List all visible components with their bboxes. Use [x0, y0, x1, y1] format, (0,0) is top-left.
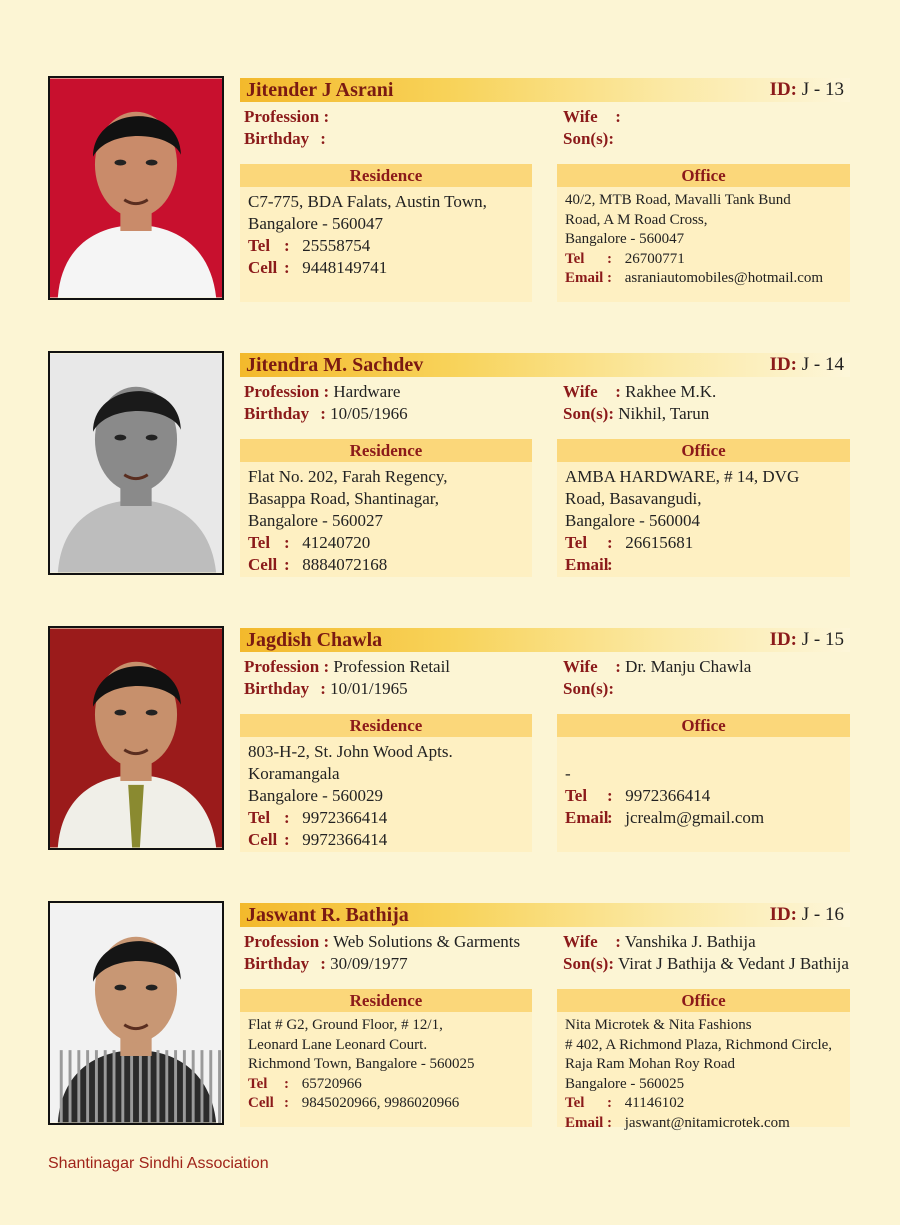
- residence-cell-value: 9448149741: [302, 258, 388, 277]
- id-value: J - 13: [801, 79, 844, 100]
- office-email-row: [565, 269, 842, 289]
- profession-line: [244, 107, 329, 127]
- wife-line: [563, 382, 716, 402]
- id-label: ID:: [769, 79, 798, 100]
- office-panel: [557, 439, 850, 577]
- email-label: Email: [565, 270, 604, 286]
- wife-colon: :: [615, 657, 621, 676]
- office-address-line: -: [565, 764, 571, 783]
- residence-address-line: Richmond Town, Bangalore - 560025: [248, 1056, 475, 1072]
- residence-panel: [240, 714, 532, 852]
- residence-heading: Residence: [240, 439, 532, 462]
- cell-colon: :: [284, 555, 290, 574]
- sons-label: Son(s):: [563, 679, 615, 698]
- member-name: Jitendra M. Sachdev: [246, 354, 424, 376]
- tel-label: Tel: [248, 1075, 268, 1092]
- tel-colon: :: [284, 1075, 289, 1092]
- tel-label: Tel: [565, 1095, 585, 1111]
- sons-label: Son(s):: [563, 129, 615, 148]
- wife-value: Vanshika J. Bathija: [624, 932, 756, 951]
- profession-value: Web Solutions & Garments: [333, 932, 521, 951]
- residence-address-line: Bangalore - 560027: [248, 511, 384, 530]
- birthday-value: 30/09/1977: [330, 954, 408, 973]
- residence-address-line: C7-775, BDA Falats, Austin Town,: [248, 192, 487, 211]
- cell-label: Cell: [248, 830, 278, 849]
- office-address-line: Road, Basavangudi,: [565, 489, 702, 508]
- residence-cell-value: 9972366414: [302, 830, 388, 849]
- residence-cell-row: [248, 1094, 524, 1114]
- office-address-line: Bangalore - 560004: [565, 511, 701, 530]
- tel-label: Tel: [565, 786, 588, 805]
- sons-line: [563, 954, 849, 974]
- member-photo: [48, 351, 224, 575]
- birthday-line: [244, 679, 408, 699]
- profession-value: Profession Retail: [333, 657, 451, 676]
- tel-colon: :: [607, 1095, 612, 1111]
- wife-value: Dr. Manju Chawla: [625, 657, 752, 676]
- email-colon: :: [607, 1114, 612, 1131]
- residence-tel-value: 25558754: [302, 236, 371, 255]
- birthday-colon: :: [320, 404, 326, 423]
- tel-colon: :: [284, 533, 290, 552]
- member-entry: [0, 76, 900, 306]
- wife-colon: :: [615, 382, 621, 401]
- id-label: ID:: [769, 904, 798, 925]
- birthday-line: [244, 129, 326, 149]
- sons-label: Son(s):: [563, 954, 615, 973]
- office-heading: Office: [557, 164, 850, 187]
- office-email-row: [565, 1114, 842, 1134]
- office-panel: [557, 164, 850, 302]
- name-bar: [240, 903, 850, 927]
- tel-colon: :: [607, 786, 613, 805]
- birthday-value: 10/05/1966: [330, 404, 408, 423]
- office-address-line: Bangalore - 560047: [565, 231, 685, 247]
- office-email-value[interactable]: asraniautomobiles@hotmail.com: [624, 270, 824, 286]
- office-email-value[interactable]: jcrealm@gmail.com: [625, 808, 765, 827]
- cell-label: Cell: [248, 1095, 274, 1111]
- office-tel-value: 41146102: [624, 1095, 685, 1111]
- member-photo: [48, 901, 224, 1125]
- member-entry: [0, 626, 900, 856]
- birthday-label: Birthday: [244, 129, 310, 148]
- birthday-label: Birthday: [244, 679, 310, 698]
- wife-line: [563, 932, 756, 952]
- birthday-colon: :: [320, 129, 326, 148]
- wife-colon: :: [615, 932, 621, 951]
- tel-label: Tel: [248, 236, 271, 255]
- residence-cell-row: [248, 257, 524, 279]
- cell-colon: :: [284, 258, 290, 277]
- member-id: [770, 904, 844, 926]
- footer-association-name: Shantinagar Sindhi Association: [48, 1155, 269, 1172]
- office-address-line: Road, A M Road Cross,: [565, 211, 708, 228]
- wife-line: [563, 107, 621, 127]
- member-name: Jagdish Chawla: [246, 629, 383, 651]
- cell-colon: :: [284, 830, 290, 849]
- residence-cell-row: [248, 829, 524, 851]
- profession-line: [244, 382, 400, 402]
- office-panel: [557, 989, 850, 1131]
- sons-label: Son(s):: [563, 404, 615, 423]
- office-heading: Office: [557, 989, 850, 1012]
- name-bar: [240, 353, 850, 377]
- member-id: [770, 79, 844, 101]
- profession-line: [244, 657, 450, 677]
- cell-label: Cell: [248, 555, 278, 574]
- email-label: Email: [565, 555, 609, 574]
- office-tel-row: [565, 785, 842, 807]
- email-colon: :: [607, 270, 612, 286]
- office-address-line: AMBA HARDWARE, # 14, DVG: [565, 467, 800, 486]
- office-email-value[interactable]: jaswant@nitamicrotek.com: [624, 1114, 790, 1131]
- office-tel-value: 9972366414: [625, 786, 711, 805]
- residence-address-line: 803-H-2, St. John Wood Apts.: [248, 742, 453, 761]
- member-entry: [0, 351, 900, 581]
- office-address-line: Nita Microtek & Nita Fashions: [565, 1017, 752, 1033]
- residence-heading: Residence: [240, 164, 532, 187]
- office-address-line: [565, 741, 842, 763]
- sons-value: Nikhil, Tarun: [618, 404, 710, 423]
- office-address-line: Raja Ram Mohan Roy Road: [565, 1056, 735, 1072]
- profession-label: Profession :: [244, 657, 330, 676]
- member-id: [770, 354, 844, 376]
- tel-colon: :: [284, 236, 290, 255]
- residence-tel-row: [248, 235, 524, 257]
- member-entry: [0, 901, 900, 1131]
- residence-cell-value: 9845020966, 9986020966: [301, 1095, 460, 1111]
- profession-label: Profession :: [244, 382, 330, 401]
- residence-address-line: Flat # G2, Ground Floor, # 12/1,: [248, 1017, 443, 1033]
- office-tel-row: [565, 250, 842, 270]
- tel-colon: :: [284, 808, 290, 827]
- name-bar: [240, 628, 850, 652]
- profession-line: [244, 932, 520, 952]
- office-address-line: # 402, A Richmond Plaza, Richmond Circle,: [565, 1036, 833, 1053]
- id-value: J - 15: [801, 629, 844, 650]
- id-label: ID:: [769, 629, 798, 650]
- tel-label: Tel: [248, 533, 271, 552]
- birthday-colon: :: [320, 679, 326, 698]
- member-name: Jitender J Asrani: [246, 79, 394, 101]
- wife-label: Wife: [563, 932, 598, 951]
- office-heading: Office: [557, 439, 850, 462]
- residence-cell-row: [248, 554, 524, 576]
- email-label: Email: [565, 808, 609, 827]
- sons-value: Virat J Bathija & Vedant J Bathija: [617, 954, 849, 973]
- email-colon: :: [607, 808, 613, 827]
- residence-tel-row: [248, 807, 524, 829]
- sons-line: [563, 404, 709, 424]
- office-address-line: Bangalore - 560025: [565, 1075, 685, 1092]
- birthday-colon: :: [320, 954, 326, 973]
- residence-panel: [240, 164, 532, 302]
- id-label: ID:: [769, 354, 798, 375]
- birthday-label: Birthday: [244, 954, 310, 973]
- office-tel-value: 26700771: [624, 250, 685, 267]
- profession-value: Hardware: [333, 382, 401, 401]
- wife-label: Wife: [563, 382, 598, 401]
- member-name: Jaswant R. Bathija: [246, 904, 409, 926]
- tel-label: Tel: [565, 250, 585, 267]
- id-value: J - 14: [801, 354, 844, 375]
- tel-colon: :: [607, 533, 613, 552]
- birthday-line: [244, 954, 408, 974]
- office-email-row: [565, 554, 842, 576]
- profession-label: Profession :: [244, 932, 330, 951]
- name-bar: [240, 78, 850, 102]
- residence-tel-value: 9972366414: [302, 808, 388, 827]
- profession-label: Profession :: [244, 107, 330, 126]
- tel-label: Tel: [565, 533, 588, 552]
- birthday-label: Birthday: [244, 404, 310, 423]
- residence-tel-value: 65720966: [301, 1075, 362, 1092]
- member-photo: [48, 626, 224, 850]
- residence-panel: [240, 989, 532, 1127]
- tel-colon: :: [607, 250, 612, 267]
- residence-tel-value: 41240720: [302, 533, 371, 552]
- office-tel-row: [565, 1094, 842, 1114]
- id-value: J - 16: [801, 904, 844, 925]
- residence-tel-row: [248, 532, 524, 554]
- office-tel-value: 26615681: [625, 533, 694, 552]
- residence-address-line: Koramangala: [248, 764, 340, 783]
- office-panel: [557, 714, 850, 852]
- email-colon: :: [607, 555, 613, 574]
- wife-line: [563, 657, 751, 677]
- wife-label: Wife: [563, 657, 598, 676]
- residence-address-line: Bangalore - 560029: [248, 786, 384, 805]
- residence-tel-row: [248, 1075, 524, 1095]
- wife-colon: :: [615, 107, 621, 126]
- sons-line: [563, 679, 614, 699]
- member-photo: [48, 76, 224, 300]
- office-email-row: [565, 807, 842, 829]
- office-tel-row: [565, 532, 842, 554]
- tel-label: Tel: [248, 808, 271, 827]
- residence-panel: [240, 439, 532, 577]
- cell-label: Cell: [248, 258, 278, 277]
- office-address-line: 40/2, MTB Road, Mavalli Tank Bund: [565, 192, 791, 208]
- residence-address-line: Bangalore - 560047: [248, 214, 384, 233]
- wife-value: Rakhee M.K.: [625, 382, 717, 401]
- cell-colon: :: [284, 1095, 289, 1111]
- residence-heading: Residence: [240, 714, 532, 737]
- residence-address-line: Basappa Road, Shantinagar,: [248, 489, 439, 508]
- sons-line: [563, 129, 614, 149]
- email-label: Email: [565, 1114, 604, 1131]
- residence-cell-value: 8884072168: [302, 555, 388, 574]
- residence-address-line: Leonard Lane Leonard Court.: [248, 1036, 428, 1053]
- residence-heading: Residence: [240, 989, 532, 1012]
- birthday-line: [244, 404, 408, 424]
- residence-address-line: Flat No. 202, Farah Regency,: [248, 467, 448, 486]
- wife-label: Wife: [563, 107, 598, 126]
- birthday-value: 10/01/1965: [330, 679, 408, 698]
- member-id: [770, 629, 844, 651]
- office-heading: Office: [557, 714, 850, 737]
